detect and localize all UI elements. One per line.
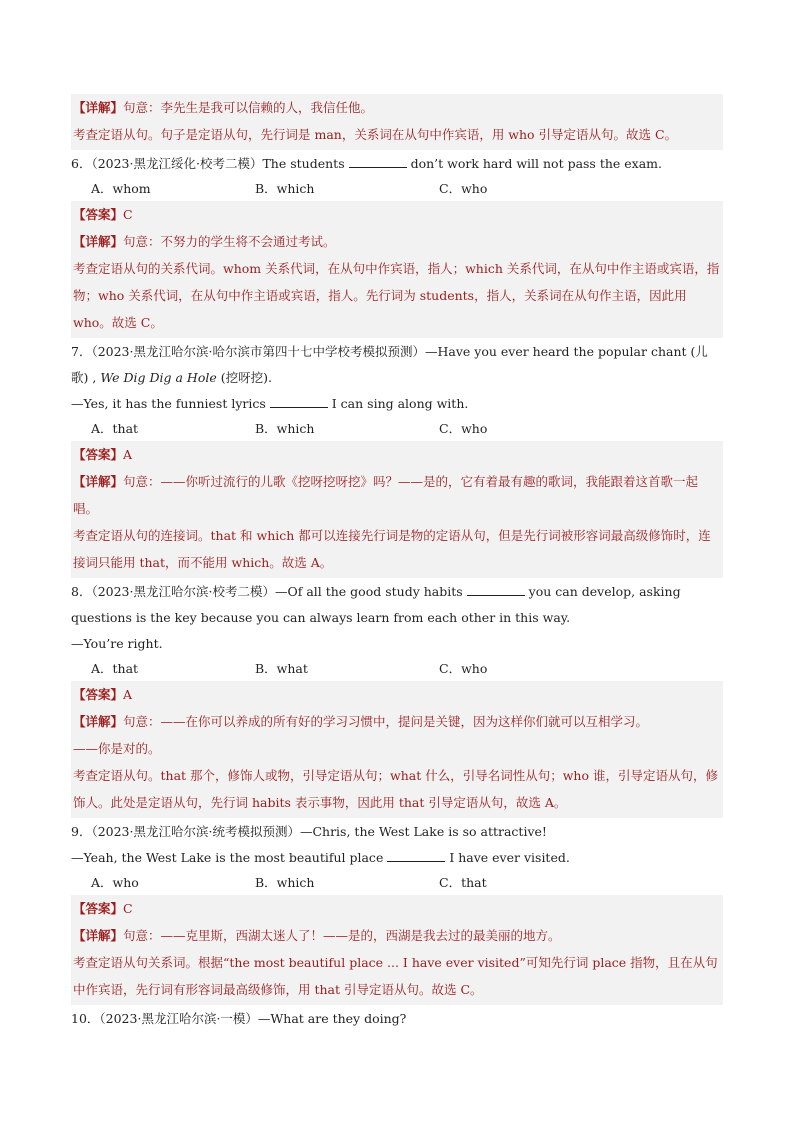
question-stem: —Chris, the West Lake is so attractive! xyxy=(299,824,547,839)
question-9 xyxy=(71,819,723,844)
options-9 xyxy=(71,870,723,895)
detail-text: 句意：李先生是我可以信赖的人，我信任他。 xyxy=(123,100,374,115)
question-8 xyxy=(71,579,723,604)
q6-explanation xyxy=(71,201,723,338)
question-source: （2023·黑龙江哈尔滨·校考二模） xyxy=(91,584,275,599)
option-a: A．whom xyxy=(91,181,151,196)
option-c: C．who xyxy=(439,181,488,196)
question-source: （2023·黑龙江绥化·校考二模） xyxy=(91,156,263,171)
question-stem: you can develop, asking xyxy=(528,584,681,599)
question-stem: —What are they doing? xyxy=(257,1011,407,1026)
question-source: （2023·黑龙江哈尔滨·统考模拟预测） xyxy=(91,824,300,839)
answer-blank xyxy=(387,851,445,862)
detail-label: 【详解】 xyxy=(73,928,124,943)
question-stem: —Of all the good study habits xyxy=(274,584,463,599)
question-number: 10． xyxy=(71,1011,100,1026)
option-b: B．which xyxy=(255,181,315,196)
option-a: A．who xyxy=(91,875,139,890)
detail-label: 【详解】 xyxy=(73,234,124,249)
detail-text: 句意：——在你可以养成的所有好的学习习惯中，提问是关键，因为这样你们就可以互相学习。 xyxy=(123,714,649,729)
question-number: 7． xyxy=(71,344,92,359)
question-stem: —Yes, it has the funniest lyrics xyxy=(71,396,266,411)
option-a: A．that xyxy=(91,661,139,676)
answer-value: A xyxy=(123,687,133,702)
question-stem: The students xyxy=(262,156,345,171)
answer-label: 【答案】 xyxy=(73,447,124,462)
detail-text: 考查定语从句关系词。根据“the most beautiful place ... I have ever visited”可知先行词 place 指物，且在从句中作宾语，先行词有形容词最高级修饰，用 that 引导定语从句。故选 C。 xyxy=(73,955,718,997)
question-stem: —Have you ever heard the popular chant (儿 xyxy=(424,344,708,359)
detail-label: 【详解】 xyxy=(73,714,124,729)
answer-blank xyxy=(270,397,328,408)
q9-explanation xyxy=(71,895,723,1005)
q5-explanation xyxy=(71,94,723,150)
option-c: C．who xyxy=(439,661,488,676)
question-7-line3 xyxy=(71,391,723,416)
answer-label: 【答案】 xyxy=(73,687,124,702)
question-7-line2 xyxy=(71,365,723,390)
detail-text: 考查定语从句的连接词。that 和 which 都可以连接先行词是物的定语从句，但是先行词被形容词最高级修饰时，连接词只能用 that，而不能用 which。故选 A。 xyxy=(73,528,711,570)
document-content xyxy=(71,94,723,1031)
options-7 xyxy=(71,416,723,441)
detail-text: 句意：不努力的学生将不会通过考试。 xyxy=(123,234,336,249)
detail-text: 考查定语从句。that 那个，修饰人或物，引导定语从句；what 什么，引导名词性从句；who 谁，引导定语从句，修饰人。此处是定语从句，先行词 habits 表示事物，因此用 that 引导定语从句，故选 A。 xyxy=(73,768,718,810)
q7-explanation xyxy=(71,441,723,578)
question-source: （2023·黑龙江哈尔滨·哈尔滨市第四十七中学校考模拟预测） xyxy=(91,344,425,359)
question-stem: 歌) , xyxy=(71,370,97,385)
option-b: B．which xyxy=(255,875,315,890)
question-stem: I can sing along with. xyxy=(331,396,469,411)
detail-label: 【详解】 xyxy=(73,474,124,489)
detail-text: ——你是对的。 xyxy=(73,741,161,756)
song-title: We Dig Dig a Hole xyxy=(100,370,217,385)
detail-text: 句意：——你听过流行的儿歌《挖呀挖呀挖》吗？——是的，它有着最有趣的歌词，我能跟着这首歌一起唱。 xyxy=(73,474,699,516)
answer-value: A xyxy=(123,447,133,462)
question-stem: —You’re right. xyxy=(71,636,163,651)
options-8 xyxy=(71,656,723,681)
question-7 xyxy=(71,339,723,364)
option-c: C．who xyxy=(439,421,488,436)
question-stem: —Yeah, the West Lake is the most beautiful place xyxy=(71,850,384,865)
answer-blank xyxy=(467,585,525,596)
detail-text: 考查定语从句的关系代词。whom 关系代词，在从句中作宾语，指人；which 关系代词，在从句中作主语或宾语，指物；who 关系代词，在从句中作主语或宾语，指人。先行词为 students，指人，关系词在从句作主语，因此用 who。故选 C。 xyxy=(73,261,720,330)
question-9-line2 xyxy=(71,845,723,870)
question-number: 8． xyxy=(71,584,92,599)
question-number: 9． xyxy=(71,824,92,839)
question-stem: (挖呀挖). xyxy=(220,370,272,385)
question-stem: don’t work hard will not pass the exam. xyxy=(410,156,662,171)
option-b: B．what xyxy=(255,661,308,676)
answer-value: C xyxy=(123,901,133,916)
answer-blank xyxy=(349,157,407,168)
options-6 xyxy=(71,176,723,201)
answer-label: 【答案】 xyxy=(73,207,124,222)
option-b: B．which xyxy=(255,421,315,436)
question-6 xyxy=(71,151,723,176)
detail-text: 考查定语从句。句子是定语从句，先行词是 man，关系词在从句中作宾语，用 who 引导定语从句。故选 C。 xyxy=(73,127,678,142)
detail-text: 句意：——克里斯，西湖太迷人了！——是的，西湖是我去过的最美丽的地方。 xyxy=(123,928,561,943)
option-c: C．that xyxy=(439,875,487,890)
detail-label: 【详解】 xyxy=(73,100,124,115)
q8-explanation xyxy=(71,681,723,818)
question-source: （2023·黑龙江哈尔滨·一模） xyxy=(99,1011,258,1026)
answer-value: C xyxy=(123,207,133,222)
question-number: 6． xyxy=(71,156,92,171)
question-10 xyxy=(71,1006,723,1031)
option-a: A．that xyxy=(91,421,139,436)
answer-label: 【答案】 xyxy=(73,901,124,916)
question-stem: questions is the key because you can always learn from each other in this way. xyxy=(71,610,571,625)
question-stem: I have ever visited. xyxy=(449,850,570,865)
